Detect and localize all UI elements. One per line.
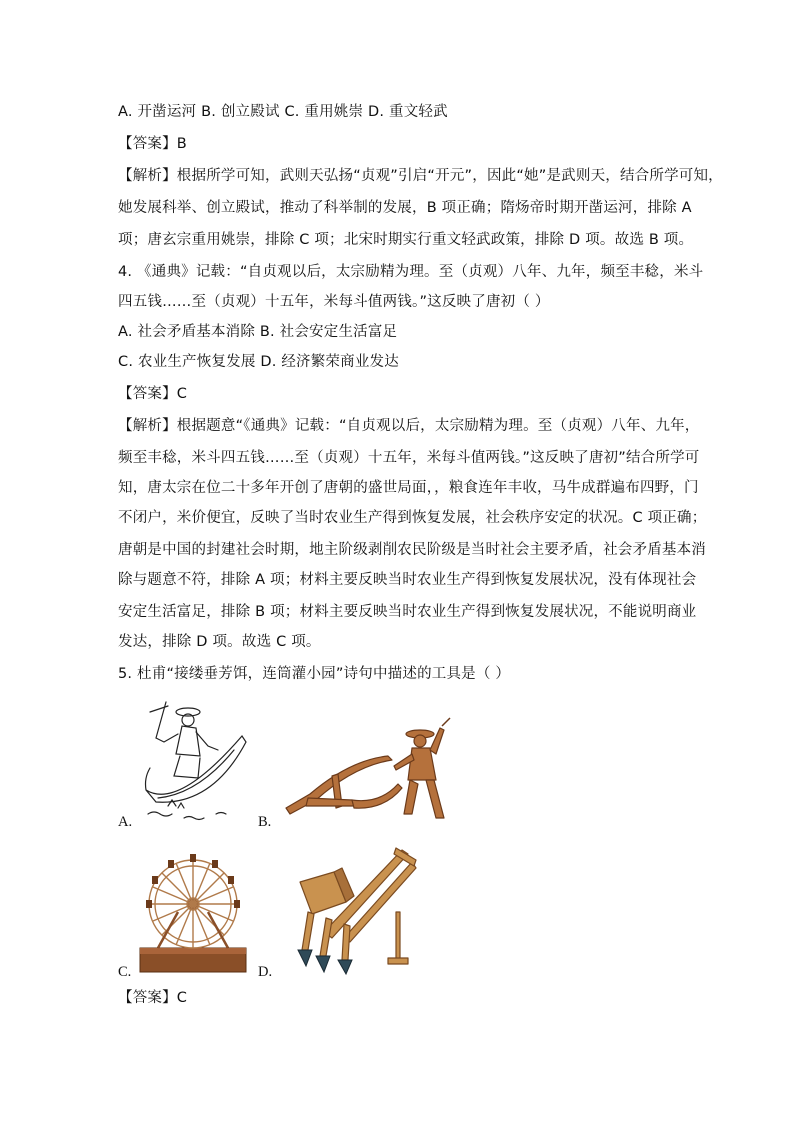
q3-analysis-line-3: 项；唐玄宗重用姚崇，排除 C 项；北宋时期实行重文轻武政策，排除 D 项。故选 B 项。 — [118, 232, 694, 248]
q4-analysis-line-1: 【解析】根据题意“《通典》记载：“自贞观以后，太宗励精为理。至（贞观）八年、九年， — [118, 418, 700, 434]
curved-plough-illustration — [280, 714, 458, 826]
q4-answer: 【答案】C — [118, 386, 188, 402]
q3-answer: 【答案】B — [118, 136, 187, 152]
option-c-image — [138, 852, 248, 974]
q5-stem: 5. 杜甫“接缕垂芳饵，连筒灌小园”诗句中描述的工具是（ ） — [118, 666, 511, 682]
option-b-image — [280, 714, 458, 826]
q4-stem-line-1: 4. 《通典》记载：“自贞观以后，太宗励精为理。至（贞观）八年、九年，频至丰稔，米斗 — [118, 264, 704, 280]
q3-options: A. 开凿运河 B. 创立殿试 C. 重用姚崇 D. 重文轻武 — [118, 104, 448, 120]
q4-analysis-line-2: 频至丰稔，米斗四五钱……至（贞观）十五年，米每斗值两钱。”这反映了唐初”结合所学可 — [118, 450, 700, 466]
option-a-label: A. — [118, 814, 133, 830]
q4-analysis-line-6: 除与题意不符，排除 A 项；材料主要反映当时农业生产得到恢复发展状况，没有体现社会 — [118, 572, 697, 588]
q3-analysis-line-1: 【解析】根据所学可知，武则天弘扬“贞观”引启“开元”，因此“她”是武则天，结合所学可知， — [118, 168, 723, 184]
q4-analysis-line-8: 发达，排除 D 项。故选 C 项。 — [118, 634, 321, 650]
q4-analysis-line-4: 不闭户，米价便宜，反映了当时农业生产得到恢复发展，社会秩序安定的状况。C 项正确； — [118, 510, 707, 526]
q4-options-cd: C. 农业生产恢复发展 D. 经济繁荣商业发达 — [118, 354, 399, 370]
option-d-image — [284, 842, 420, 976]
q4-analysis-line-5: 唐朝是中国的封建社会时期，地主阶级剥削农民阶级是当时社会主要矛盾，社会矛盾基本消 — [118, 542, 706, 558]
option-a-image — [138, 698, 250, 824]
q3-analysis-line-2: 她发展科举、创立殿试，推动了科举制的发展，B 项正确；隋炀帝时期开凿运河，排除 A — [118, 200, 692, 216]
q5-answer: 【答案】C — [118, 990, 188, 1006]
seed-drill-illustration — [284, 842, 420, 976]
q4-stem-line-2: 四五钱……至（贞观）十五年，米每斗值两钱。”这反映了唐初（ ） — [118, 294, 550, 310]
fisherman-boat-illustration — [138, 698, 250, 824]
q4-analysis-line-3: 知，唐太宗在位二十多年开创了唐朝的盛世局面，，粮食连年丰收，马牛成群遍布四野，门 — [118, 480, 699, 496]
q4-options-ab: A. 社会矛盾基本消除 B. 社会安定生活富足 — [118, 324, 398, 340]
option-c-label: C. — [118, 964, 132, 980]
option-d-label: D. — [258, 964, 273, 980]
q4-analysis-line-7: 安定生活富足，排除 B 项；材料主要反映当时农业生产得到恢复发展状况，不能说明商业 — [118, 604, 697, 620]
option-b-label: B. — [258, 814, 272, 830]
water-wheel-illustration — [138, 852, 248, 974]
